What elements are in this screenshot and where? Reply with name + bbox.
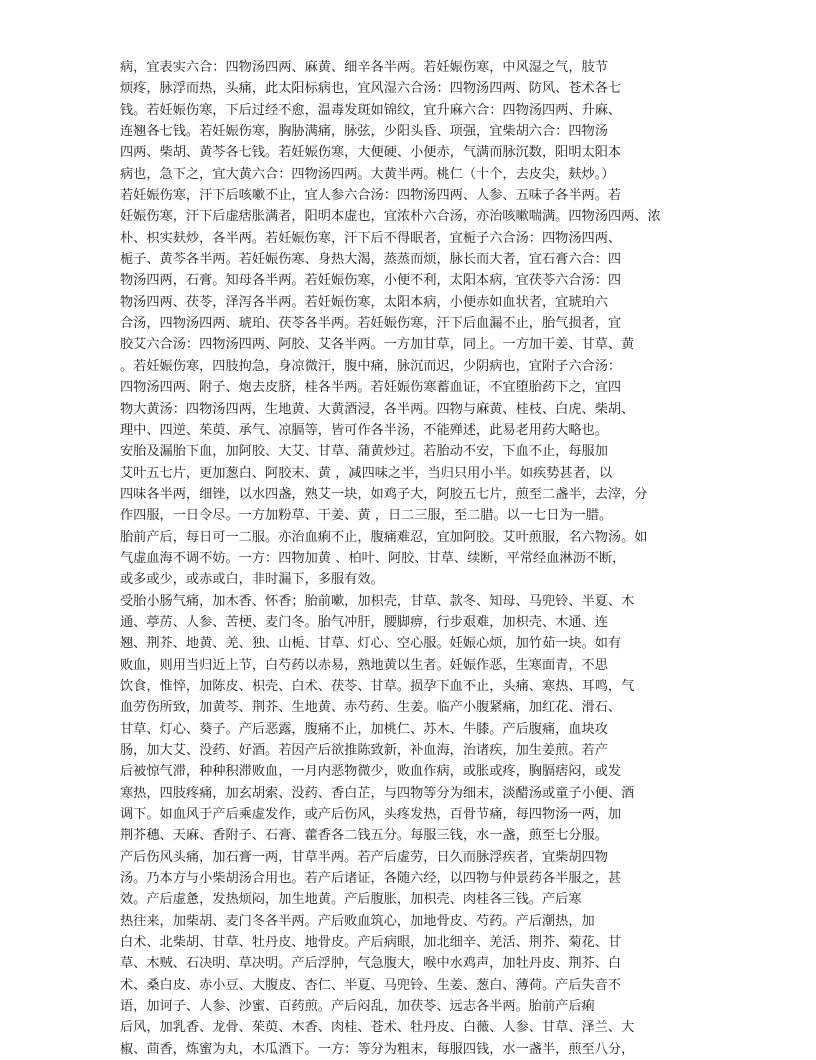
text-line: 语，加诃子、人参、沙蜜、百药煎。产后闷乱，加茯苓、远志各半两。胎前产后痢 bbox=[120, 999, 595, 1015]
text-line: 若妊娠伤寒，汗下后咳嗽不止，宜人参六合汤：四物汤四两、人参、五味子各半两。若 bbox=[120, 188, 622, 204]
text-line: 胶艾六合汤：四物汤四两、阿胶、艾各半两。一方加甘草，同上。一方加干姜、甘草、黄 bbox=[120, 337, 635, 353]
text-line: 草、木贼、石决明、草决明。产后浮肿，气急腹大，喉中水鸡声，加牡丹皮、荆芥、白 bbox=[120, 956, 622, 972]
text-line: 病，宜表实六合：四物汤四两、麻黄、细辛各半两。若妊娠伤寒，中风湿之气，肢节 bbox=[120, 60, 608, 75]
text-line: 合汤，四物汤四两、琥珀、茯苓各半两。若妊娠伤寒，汗下后血漏不止，胎气损者，宜 bbox=[120, 316, 622, 332]
text-line: 热往来，加柴胡、麦门冬各半两。产后败血筑心，加地骨皮、芍药。产后潮热，加 bbox=[120, 913, 595, 929]
text-line: 白术、北柴胡、甘草、牡丹皮、地骨皮。产后病眼，加北细辛、羌活、荆芥、菊花、甘 bbox=[120, 935, 622, 951]
text-line: 朴、枳实麸炒，各半两。若妊娠伤寒，汗下后不得眠者，宜栀子六合汤：四物汤四两、 bbox=[120, 230, 622, 246]
body-text bbox=[120, 57, 680, 1060]
text-line: 产后伤风头痛，加石膏一两，甘草半两。若产后虚劳，日久而脉浮疾者，宜柴胡四物 bbox=[120, 849, 608, 865]
text-line: 艾叶五七片，更加葱白、阿胶末、黄 ，减四味之半，当归只用小半。如疾势甚者，以 bbox=[120, 465, 613, 481]
text-line: 汤。乃本方与小柴胡汤合用也。若产后诸证，各随六经，以四物与仲景药各半服之，甚 bbox=[120, 871, 622, 887]
text-line: 四两、柴胡、黄芩各七钱。若妊娠伤寒，大便硬、小便赤，气满而脉沉数，阳明太阳本 bbox=[120, 145, 622, 161]
text-line: 妊娠伤寒，汗下后虚痞胀满者，阳明本虚也，宜浓朴六合汤，亦治咳嗽喘满。四物汤四两、浓 bbox=[120, 209, 661, 225]
text-line: 翘、荆芥、地黄、羌、独、山栀、甘草、灯心、空心服。妊娠心烦，加竹茹一块。如有 bbox=[120, 636, 622, 652]
text-line: 败血，则用当归近上节，白芍药以赤易，熟地黄以生者。妊娠作恶，生寒面青，不思 bbox=[120, 657, 608, 673]
text-line: 气虚血海不调不妨。一方：四物加黄 、柏叶、阿胶、甘草、续断，平常经血淋沥不断， bbox=[120, 550, 626, 566]
text-line: 通、葶苈、人参、苦梗、麦门冬。胎气冲肝，腰脚痹，行步艰难，加枳壳、木通、连 bbox=[120, 614, 608, 630]
text-line: 后风，加乳香、龙骨、茱萸、木香、肉桂、苍术、牡丹皮、白薇、人参、甘草、泽兰、大 bbox=[120, 1020, 635, 1036]
text-line: 病也，急下之，宜大黄六合：四物汤四两。大黄半两。桃仁（十个，去皮尖，麸炒。） bbox=[120, 166, 615, 182]
text-line: 钱。若妊娠伤寒，下后过经不愈，温毒发斑如锦纹，宜升麻六合：四物汤四两、升麻、 bbox=[120, 102, 622, 118]
text-line: 物汤四两、茯苓，泽泻各半两。若妊娠伤寒，太阳本病，小便赤如血状者，宜琥珀六 bbox=[120, 294, 608, 310]
text-line: 理中、四逆、茱萸、承气、凉膈等，皆可作各半汤，不能殚述，此易老用药大略也。 bbox=[120, 422, 608, 438]
text-line: 受胎小肠气痛，加木香、怀香；胎前嗽，加枳壳，甘草、款冬、知母、马兜铃、半夏、木 bbox=[120, 593, 635, 609]
text-line: 连翘各七钱。若妊娠伤寒，胸胁满痛，脉弦，少阳头昏、项强，宜柴胡六合：四物汤 bbox=[120, 124, 608, 140]
text-line: 物汤四两，石膏。知母各半两。若妊娠伤寒，小便不利，太阳本病，宜茯苓六合汤：四 bbox=[120, 273, 622, 289]
text-line: 物大黄汤：四物汤四两，生地黄、大黄酒浸，各半两。四物与麻黄、桂枝、白虎、柴胡、 bbox=[120, 401, 635, 417]
text-line: 肠，加大艾、没药、好酒。若因产后欲推陈致新，补血海，治诸疾，加生姜煎。若产 bbox=[120, 743, 608, 758]
text-line: 血劳伤所致，加黄芩、荆芥、生地黄、赤芍药、生姜。临产小腹紧痛，加红花、滑石、 bbox=[120, 700, 622, 716]
text-line: 术、桑白皮、赤小豆、大腹皮、杏仁、半夏、马兜铃、生姜、葱白、薄荷。产后失音不 bbox=[120, 977, 622, 993]
text-line: 安胎及漏胎下血，加阿胶、大艾、甘草、蒲黄炒过。若胎动不安，下血不止，每服加 bbox=[120, 444, 608, 460]
text-line: 或多或少，或赤或白，非时漏下，多服有效。 bbox=[120, 572, 384, 588]
text-line: 饮食，惟悴，加陈皮、枳壳、白术、茯苓、甘草。损孕下血不止，头痛、寒热、耳鸣，气 bbox=[120, 678, 635, 694]
text-line: 栀子、黄芩各半两。若妊娠伤寒、身热大渴，蒸蒸而烦，脉长而大者，宜石膏六合：四 bbox=[120, 252, 622, 268]
text-line: 调下。如血风于产后乘虚发作，或产后伤风，头疼发热，百骨节痛，每四物汤一两，加 bbox=[120, 807, 622, 823]
text-line: 甘草、灯心、葵子。产后恶露，腹痛不止，加桃仁、苏木、牛膝。产后腹痛，血块攻 bbox=[120, 721, 608, 737]
text-line: 效。产后虚惫，发热烦闷，加生地黄。产后腹胀，加枳壳、肉桂各三钱。产后寒 bbox=[120, 892, 582, 908]
text-line: 烦疼，脉浮而热，头痛，此太阳标病也，宜风湿六合汤：四物汤四两、防风、苍术各七 bbox=[120, 81, 622, 97]
text-line: 椒、茴香，炼蜜为丸，木瓜酒下。一方：等分为粗末，每服四钱，水一盏半，煎至八分， bbox=[120, 1041, 635, 1057]
text-line: 四物汤四两、附子、炮去皮脐，桂各半两。若妊娠伤寒蓄血证，不宜堕胎药下之，宜四 bbox=[120, 380, 622, 396]
text-line: 后被惊气滞，种种积滞败血，一月内恶物微少，败血作病，或胀或疼，胸膈痞闷，或发 bbox=[120, 764, 622, 780]
text-line: 寒热，四肢疼痛，加玄胡索、没药、香白芷，与四物等分为细末，淡醋汤或童子小便、酒 bbox=[120, 785, 635, 801]
text-line: 胎前产后，每日可一二服。亦治血痢不止，腹痛难忍，宜加阿胶。艾叶煎服，名六物汤。如 bbox=[120, 529, 648, 545]
text-line: 荆芥穗、天麻、香附子、石膏、藿香各二钱五分。每服三钱，水一盏，煎至七分服。 bbox=[120, 828, 608, 844]
text-line: 。若妊娠伤寒，四肢拘急，身凉微汗，腹中痛，脉沉而迟，少阴病也，宜附子六合汤： bbox=[120, 358, 622, 374]
text-line: 作四服，一日令尽。一方加粉草、干姜、黄 ，日二三服，至二腊。以一七日为一腊。 bbox=[120, 508, 613, 524]
text-line: 四味各半两，细锉，以水四盏，熟艾一块，如鸡子大，阿胶五七片，煎至二盏半，去滓，分 bbox=[120, 486, 648, 502]
